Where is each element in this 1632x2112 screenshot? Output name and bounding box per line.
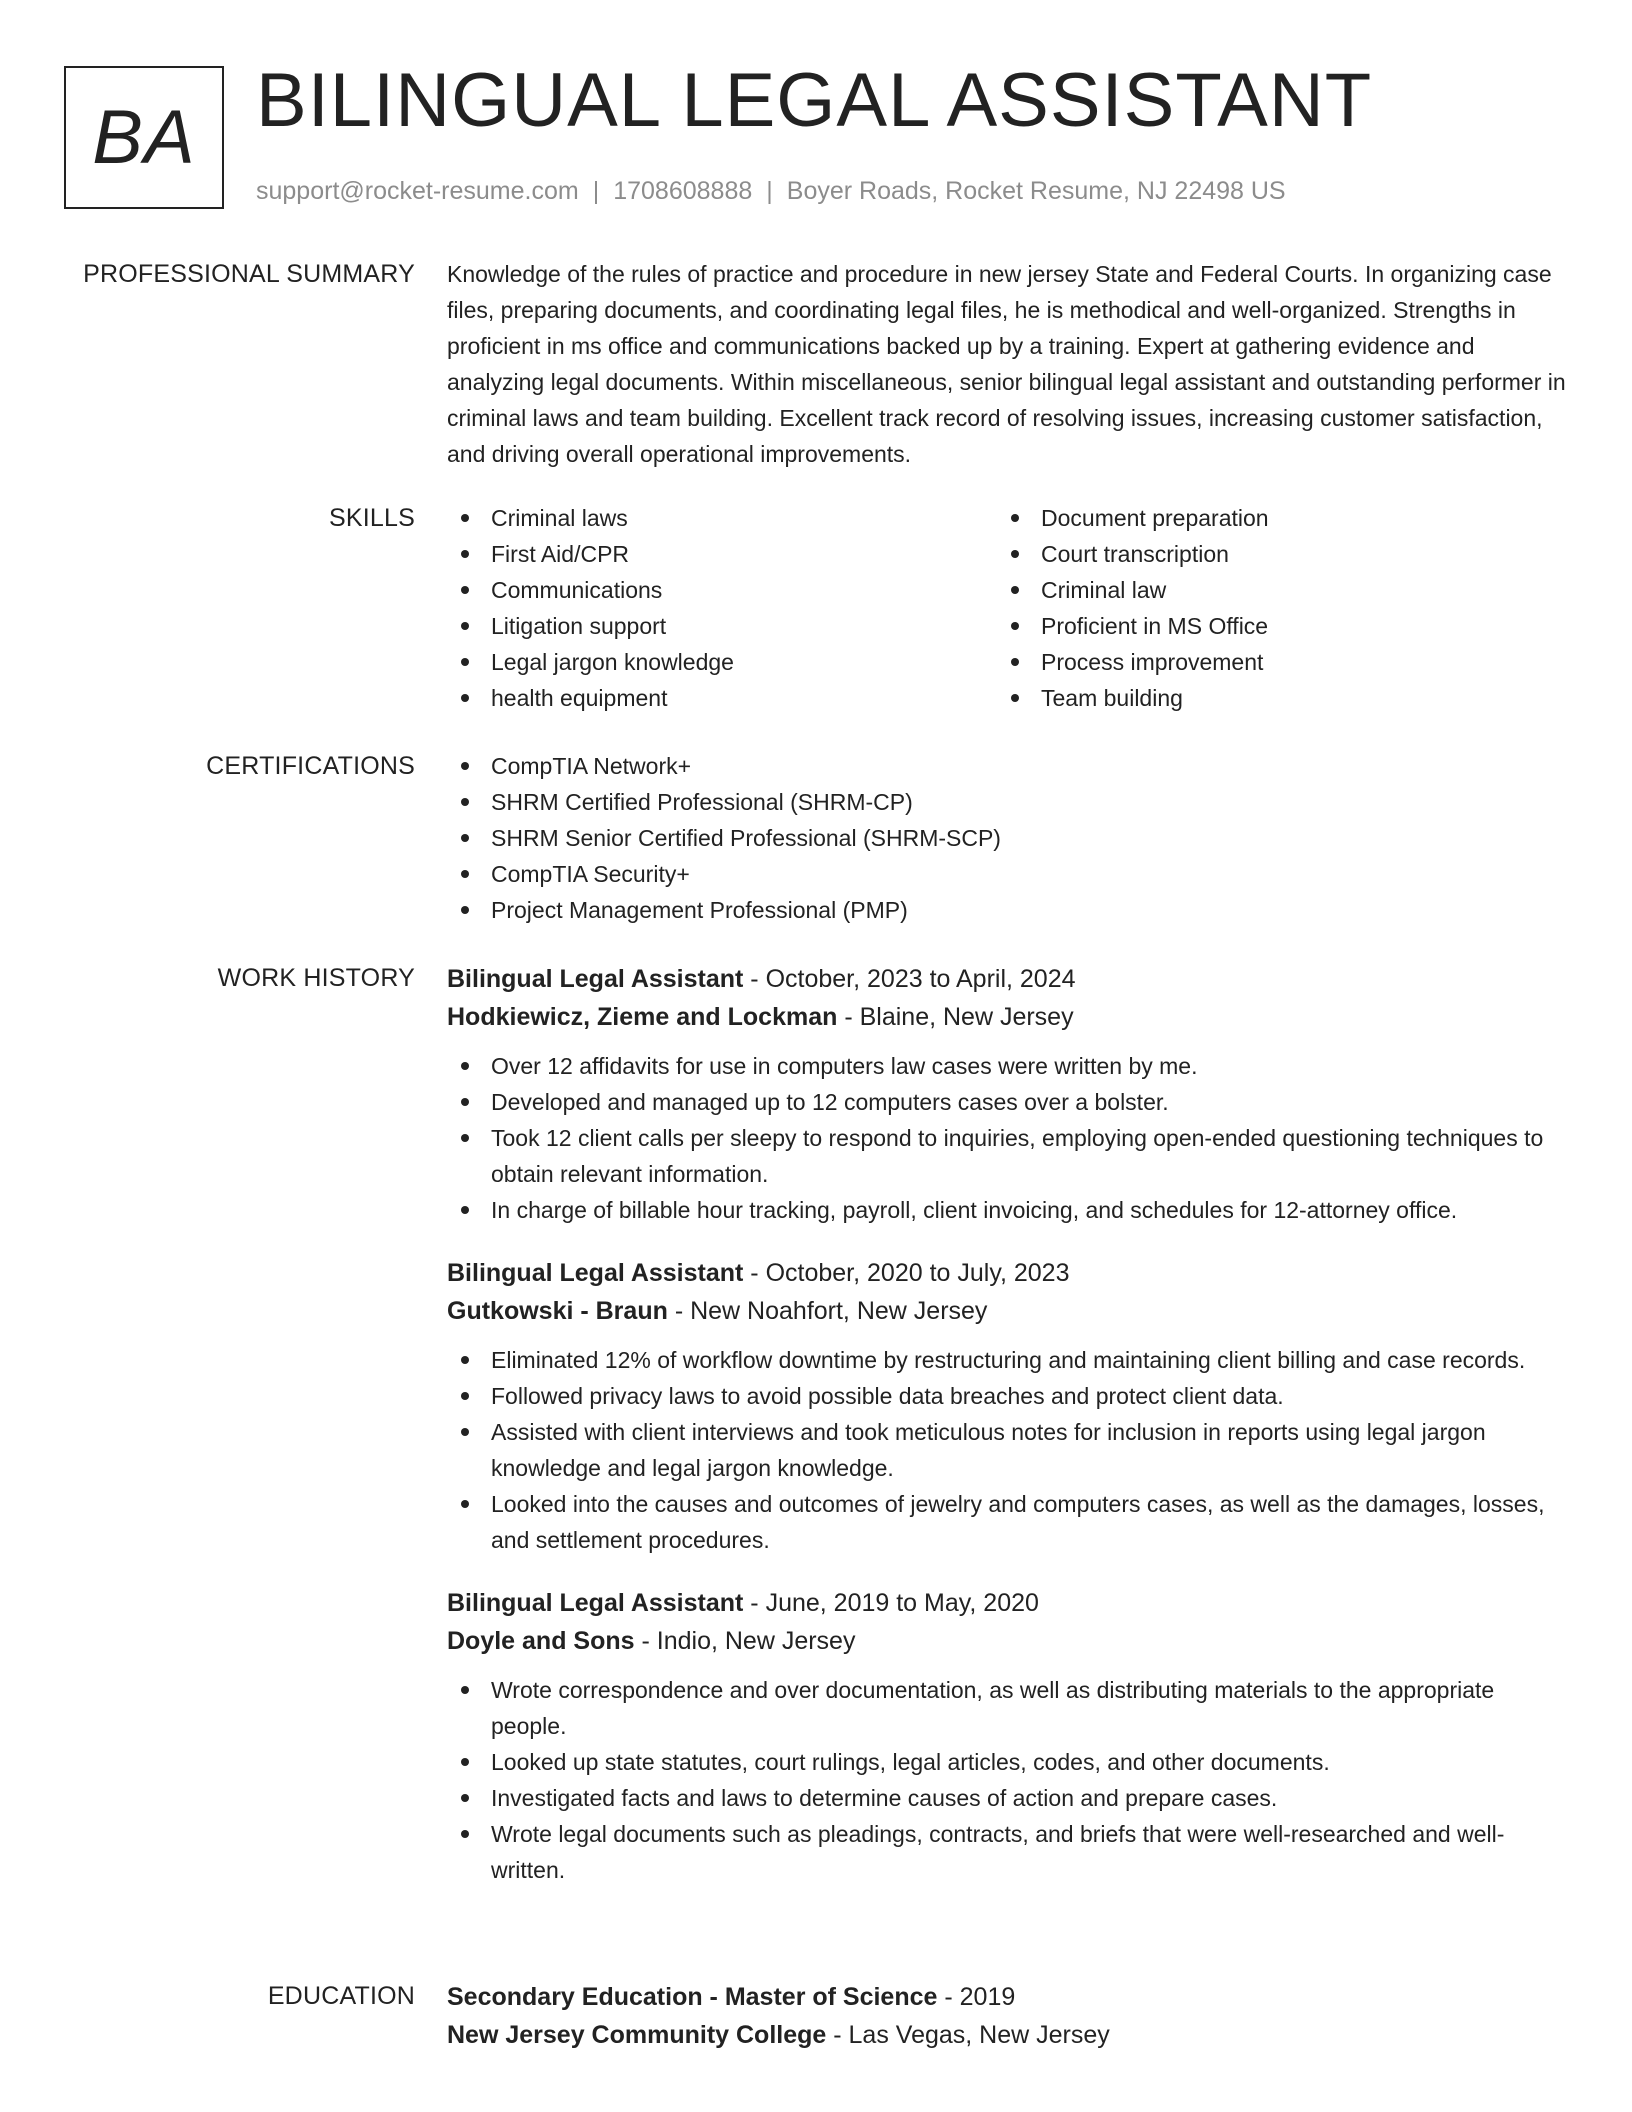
- job-dates: - October, 2020 to July, 2023: [743, 1259, 1070, 1287]
- skill-text: Process improvement: [1041, 649, 1264, 675]
- certification-text: SHRM Certified Professional (SHRM-CP): [491, 789, 913, 815]
- bullet-icon: [461, 622, 469, 630]
- bullet-icon: [461, 834, 469, 842]
- list-item: [447, 1342, 1572, 1378]
- job-bullet-text: Looked into the causes and outcomes of jewelry and computers cases, as well as the damages, losses, and settlement procedures.: [491, 1491, 1545, 1553]
- job-bullet-text: Investigated facts and laws to determine causes of action and prepare cases.: [491, 1785, 1278, 1811]
- job-entry: [447, 1254, 1572, 1558]
- list-item: [447, 1120, 1572, 1192]
- job-title-line: [447, 1584, 1572, 1622]
- bullet-icon: [461, 1758, 469, 1766]
- skill-text: Criminal laws: [491, 505, 628, 531]
- education-year: - 2019: [937, 1983, 1016, 2011]
- list-item: [447, 784, 1572, 820]
- page-title: BILINGUAL LEGAL ASSISTANT: [256, 58, 1373, 143]
- bullet-icon: [461, 1392, 469, 1400]
- certifications-heading: CERTIFICATIONS: [206, 752, 415, 780]
- bullet-icon: [1011, 586, 1019, 594]
- list-item: [447, 1744, 1572, 1780]
- skills-columns: [447, 500, 1572, 716]
- bullet-icon: [461, 1428, 469, 1436]
- certifications-body: [447, 748, 1572, 928]
- contact-separator: |: [766, 177, 773, 205]
- bullet-icon: [461, 1500, 469, 1508]
- job-entry: [447, 1584, 1572, 1888]
- education-degree: Secondary Education - Master of Science: [447, 1983, 938, 2011]
- bullet-icon: [461, 798, 469, 806]
- certification-text: SHRM Senior Certified Professional (SHRM-SCP): [491, 825, 1001, 851]
- list-item: [447, 1084, 1572, 1120]
- job-company-line: [447, 998, 1572, 1036]
- education-location: - Las Vegas, New Jersey: [826, 2021, 1110, 2049]
- bullet-icon: [1011, 550, 1019, 558]
- list-item: [447, 1672, 1572, 1744]
- skill-text: Court transcription: [1041, 541, 1229, 567]
- education-degree-line: [447, 1978, 1572, 2016]
- skills-heading: SKILLS: [329, 504, 415, 532]
- job-location: - Blaine, New Jersey: [837, 1003, 1074, 1031]
- list-item: [447, 536, 997, 572]
- bullet-icon: [461, 514, 469, 522]
- list-item: [447, 748, 1572, 784]
- job-bullets: [447, 1672, 1572, 1888]
- bullet-icon: [461, 870, 469, 878]
- list-item: [447, 1192, 1572, 1228]
- job-dates: - October, 2023 to April, 2024: [743, 965, 1076, 993]
- certification-text: Project Management Professional (PMP): [491, 897, 908, 923]
- bullet-icon: [461, 550, 469, 558]
- bullet-icon: [461, 762, 469, 770]
- skill-text: Legal jargon knowledge: [491, 649, 734, 675]
- bullet-icon: [461, 1206, 469, 1214]
- skill-text: Team building: [1041, 685, 1183, 711]
- list-item: [447, 1816, 1572, 1888]
- list-item: [997, 572, 1547, 608]
- summary-text: Knowledge of the rules of practice and procedure in new jersey State and Federal Courts. In organizing case files, preparing documents, and coordinating legal files, he is methodical and well-organized. Strengths in proficient in ms office and communications backed up by a training. Expert at gathering evidence and analyzing legal documents. Within miscellaneous, senior bilingual legal assistant and outstanding performer in criminal laws and team building. Excellent track record of resolving issues, increasing customer satisfaction, and driving overall operational improvements.: [447, 261, 1566, 467]
- bullet-icon: [461, 906, 469, 914]
- contact-email: support@rocket-resume.com: [256, 177, 579, 205]
- bullet-icon: [461, 1794, 469, 1802]
- summary-body: [447, 256, 1572, 472]
- education-school: New Jersey Community College: [447, 2021, 827, 2049]
- bullet-icon: [1011, 694, 1019, 702]
- contact-address: Boyer Roads, Rocket Resume, NJ 22498 US: [786, 177, 1286, 205]
- bullet-icon: [1011, 514, 1019, 522]
- job-title: Bilingual Legal Assistant: [447, 1589, 744, 1617]
- bullet-icon: [1011, 658, 1019, 666]
- list-item: [447, 856, 1572, 892]
- job-bullets: [447, 1048, 1572, 1228]
- bullet-icon: [461, 694, 469, 702]
- skills-body: [447, 500, 1572, 716]
- bullet-icon: [1011, 622, 1019, 630]
- job-company: Hodkiewicz, Zieme and Lockman: [447, 1003, 838, 1031]
- work-history-heading: WORK HISTORY: [217, 964, 415, 992]
- job-bullet-text: Took 12 client calls per sleepy to respond to inquiries, employing open-ended questioning techniques to obtain relevant information.: [491, 1125, 1544, 1187]
- job-company: Doyle and Sons: [447, 1627, 635, 1655]
- certification-text: CompTIA Security+: [491, 861, 690, 887]
- work-history-body: [447, 960, 1572, 1914]
- job-entry: [447, 960, 1572, 1228]
- job-bullet-text: Assisted with client interviews and took meticulous notes for inclusion in reports using legal jargon knowledge and legal jargon knowledge.: [491, 1419, 1486, 1481]
- bullet-icon: [461, 1686, 469, 1694]
- list-item: [997, 608, 1547, 644]
- job-bullet-text: In charge of billable hour tracking, payroll, client invoicing, and schedules for 12-attorney office.: [491, 1197, 1458, 1223]
- bullet-icon: [461, 1356, 469, 1364]
- certifications-list: [447, 748, 1572, 928]
- list-item: [447, 892, 1572, 928]
- job-title: Bilingual Legal Assistant: [447, 1259, 744, 1287]
- job-bullet-text: Wrote legal documents such as pleadings, contracts, and briefs that were well-researched and well-written.: [491, 1821, 1505, 1883]
- education-body: [447, 1978, 1572, 2054]
- list-item: [997, 680, 1547, 716]
- job-title-line: [447, 960, 1572, 998]
- list-item: [447, 608, 997, 644]
- job-bullets: [447, 1342, 1572, 1558]
- contact-phone: 1708608888: [613, 177, 753, 205]
- job-location: - Indio, New Jersey: [634, 1627, 856, 1655]
- contact-line: [256, 176, 1286, 206]
- job-bullet-text: Followed privacy laws to avoid possible data breaches and protect client data.: [491, 1383, 1284, 1409]
- list-item: [447, 1048, 1572, 1084]
- bullet-icon: [461, 586, 469, 594]
- bullet-icon: [461, 1830, 469, 1838]
- job-bullet-text: Looked up state statutes, court rulings, legal articles, codes, and other documents.: [491, 1749, 1330, 1775]
- skills-list-left: [447, 500, 997, 716]
- list-item: [447, 500, 997, 536]
- bullet-icon: [461, 1062, 469, 1070]
- skills-list-right: [997, 500, 1547, 716]
- job-dates: - June, 2019 to May, 2020: [743, 1589, 1039, 1617]
- job-company-line: [447, 1292, 1572, 1330]
- bullet-icon: [461, 658, 469, 666]
- job-location: - New Noahfort, New Jersey: [667, 1297, 988, 1325]
- list-item: [447, 644, 997, 680]
- job-company-line: [447, 1622, 1572, 1660]
- job-title: Bilingual Legal Assistant: [447, 965, 744, 993]
- job-company: Gutkowski - Braun: [447, 1297, 668, 1325]
- bullet-icon: [461, 1134, 469, 1142]
- list-item: [447, 1414, 1572, 1486]
- bullet-icon: [461, 1098, 469, 1106]
- job-bullet-text: Eliminated 12% of workflow downtime by restructuring and maintaining client billing and case records.: [491, 1347, 1526, 1373]
- list-item: [447, 820, 1572, 856]
- list-item: [997, 500, 1547, 536]
- list-item: [997, 536, 1547, 572]
- skill-text: health equipment: [491, 685, 668, 711]
- list-item: [997, 644, 1547, 680]
- certification-text: CompTIA Network+: [491, 753, 692, 779]
- list-item: [447, 680, 997, 716]
- summary-heading: PROFESSIONAL SUMMARY: [83, 260, 415, 288]
- list-item: [447, 1378, 1572, 1414]
- skill-text: First Aid/CPR: [491, 541, 630, 567]
- list-item: [447, 1486, 1572, 1558]
- list-item: [447, 572, 997, 608]
- job-title-line: [447, 1254, 1572, 1292]
- skill-text: Proficient in MS Office: [1041, 613, 1269, 639]
- skill-text: Communications: [491, 577, 663, 603]
- skill-text: Litigation support: [491, 613, 667, 639]
- education-heading: EDUCATION: [267, 1982, 415, 2010]
- education-school-line: [447, 2016, 1572, 2054]
- list-item: [447, 1780, 1572, 1816]
- job-bullet-text: Developed and managed up to 12 computers cases over a bolster.: [491, 1089, 1169, 1115]
- skill-text: Document preparation: [1041, 505, 1269, 531]
- job-bullet-text: Wrote correspondence and over documentation, as well as distributing materials to the appropriate people.: [491, 1677, 1495, 1739]
- job-bullet-text: Over 12 affidavits for use in computers law cases were written by me.: [491, 1053, 1198, 1079]
- contact-separator: |: [592, 177, 600, 205]
- skill-text: Criminal law: [1041, 577, 1167, 603]
- monogram-logo: BA: [64, 66, 224, 209]
